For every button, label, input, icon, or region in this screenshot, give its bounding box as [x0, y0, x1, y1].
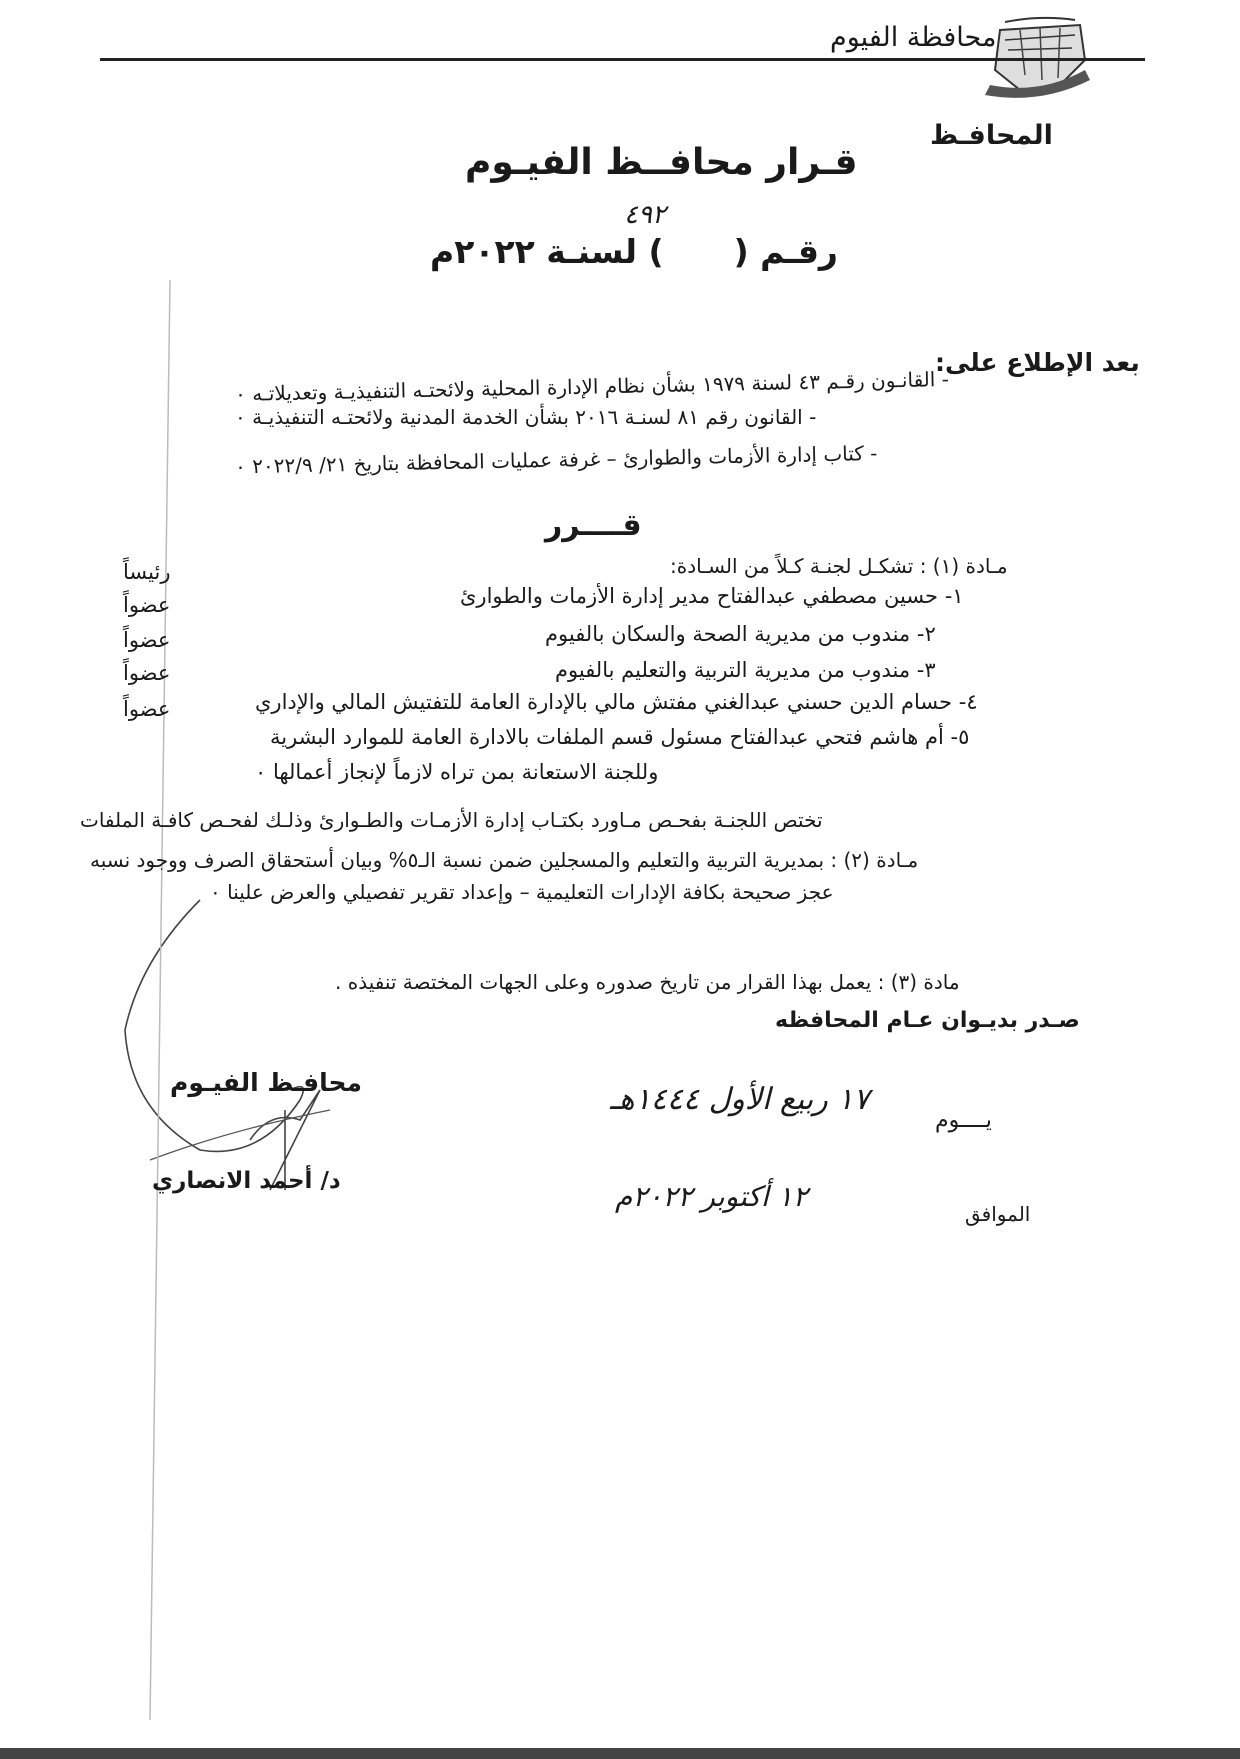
- issued-at: صـدر بديـوان عـام المحافظه: [775, 1008, 1080, 1033]
- header-divider: [100, 58, 1145, 61]
- scan-bottom-edge: [0, 1748, 1240, 1759]
- signatory-name: د/ أحمد الانصاري: [152, 1168, 341, 1194]
- reference-line: - القانون رقم ٨١ لسنـة ٢٠١٦ بشأن الخدمة المدنية ولائحتـه التنفيذيـة ٠: [235, 405, 817, 429]
- reference-line: - كتاب إدارة الأزمات والطوارئ – غرفة عمليات المحافظة بتاريخ ٢١/ ٢٠٢٢/٩ ٠: [234, 441, 878, 479]
- scan-line: [150, 280, 170, 1720]
- preamble-heading: بعد الإطلاع على:: [935, 348, 1140, 377]
- hijri-date-handwritten: ١٧ ربيع الأول ١٤٤٤هـ: [610, 1082, 870, 1117]
- member-role: رئيساً: [123, 560, 171, 584]
- decree-number-line: [430, 232, 838, 271]
- hijri-date-label: يــــوم: [935, 1108, 992, 1133]
- committee-member: ٢- مندوب من مديرية الصحة والسكان بالفيوم: [545, 622, 936, 646]
- governorate-name: محافظة الفيوم: [830, 22, 997, 53]
- committee-member: ٤- حسام الدين حسني عبدالغني مفتش مالي بالإدارة العامة للتفتيش المالي والإداري: [255, 690, 978, 714]
- gregorian-date-label: الموافق: [965, 1202, 1031, 1226]
- number-close: ): [648, 232, 664, 271]
- committee-member: ٥- أم هاشم فتحي عبدالفتاح مسئول قسم الملفات بالادارة العامة للموارد البشرية: [270, 725, 970, 749]
- committee-member: ١- حسين مصطفي عبدالفتاح مدير إدارة الأزمات والطوارئ: [460, 584, 964, 608]
- article2-line: عجز صحيحة بكافة الإدارات التعليمية – وإعداد تقرير تفصيلي والعرض علينا ٠: [210, 880, 834, 904]
- article1-title: مـادة (١) : تشكـل لجنـة كـلاً من السـادة:: [670, 554, 1008, 578]
- member-role: عضواً: [123, 593, 171, 617]
- office-title: المحافـظ: [930, 120, 1053, 151]
- member-role: عضواً: [123, 628, 171, 652]
- year-label: لسنـة ٢٠٢٢م: [430, 232, 637, 271]
- article2-line: تختص اللجنـة بفحـص مـاورد بكتـاب إدارة الأزمـات والطـوارئ وذلـك لفحـص كافـة الملفات: [80, 808, 823, 832]
- committee-member: ٣- مندوب من مديرية التربية والتعليم بالفيوم: [555, 658, 936, 682]
- committee-note: وللجنة الاستعانة بمن تراه لازماً لإنجاز أعمالها ٠: [255, 760, 659, 784]
- decree-title: قـرار محافــظ الفيـوم: [465, 142, 858, 183]
- gregorian-date-handwritten: ١٢ أكتوبر ٢٠٢٢م: [615, 1180, 808, 1213]
- decree-number-handwritten: ٤٩٢: [624, 200, 666, 230]
- reference-line: - القانـون رقـم ٤٣ لسنة ١٩٧٩ بشأن نظام الإدارة المحلية ولائحتـه التنفيذيـة وتعديلاتـه ٠: [234, 367, 950, 406]
- number-label: رقـم (: [733, 232, 838, 271]
- governor-signature: [125, 900, 330, 1190]
- article3-text: مادة (٣) : يعمل بهذا القرار من تاريخ صدوره وعلى الجهات المختصة تنفيذه .: [335, 970, 960, 994]
- member-role: عضواً: [123, 697, 171, 721]
- member-role: عضواً: [123, 661, 171, 685]
- decided-heading: قــــرر: [545, 508, 642, 543]
- article2-line: مـادة (٢) : بمديرية التربية والتعليم والمسجلين ضمن نسبة الـ٥% وبيان أستحقاق الصرف ووجود نسبه: [90, 848, 919, 872]
- signatory-title: محافـظ الفيـوم: [170, 1068, 362, 1097]
